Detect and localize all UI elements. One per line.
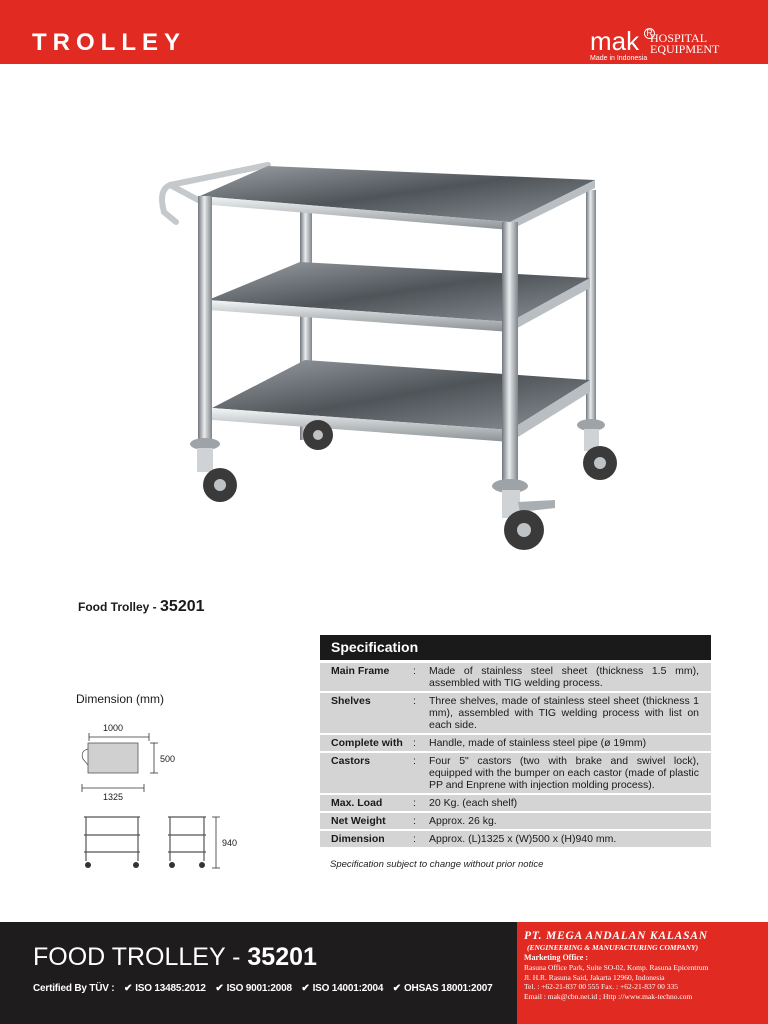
spec-value: Made of stainless steel sheet (thickness 1.5 mm), assembled with TIG welding process.: [429, 665, 699, 689]
spec-label: Net Weight: [331, 815, 386, 827]
spec-colon: :: [413, 665, 416, 677]
spec-row-dimension: [320, 831, 711, 847]
spec-label: Complete with: [331, 737, 403, 749]
brand-line-2: EQUIPMENT: [650, 42, 720, 56]
certification-line: [33, 983, 500, 994]
made-in-label: Made in Indonesia: [590, 55, 648, 62]
spec-row-net-weight: [320, 813, 711, 829]
spec-value: 20 Kg. (each shelf): [429, 797, 518, 809]
cert-item: ISO 9001:2008: [226, 983, 292, 994]
brand-line-1: HOSPITAL: [650, 31, 708, 45]
dim-top-width: 1000: [103, 723, 124, 733]
specification-note: Specification subject to change without prior notice: [330, 859, 544, 870]
cert-item: ISO 13485:2012: [135, 983, 206, 994]
spec-value: Approx. 26 kg.: [429, 815, 497, 827]
footer-title-number: 35201: [247, 943, 317, 971]
spec-value: Four 5" castors (two with brake and swivel lock), equipped with the bumper on each castor (made of plastic PP and Enprene with injection molding process).: [429, 755, 699, 791]
company-address-1: Rasuna Office Park, Suite SO-02, Komp. Rasuna Epicentrum: [524, 963, 709, 972]
product-caption: [78, 598, 205, 616]
dim-length: 1325: [103, 792, 124, 802]
spec-colon: :: [413, 815, 416, 827]
dimension-drawing: [76, 715, 256, 875]
spec-colon: :: [413, 755, 416, 767]
spec-value: Handle, made of stainless steel pipe (ø 19mm): [429, 737, 647, 749]
footer-dark-panel: [0, 922, 517, 1024]
spec-label: Main Frame: [331, 665, 390, 677]
dim-height: 940: [222, 838, 238, 848]
cert-prefix: Certified By TÜV :: [33, 983, 115, 994]
spec-colon: :: [413, 737, 416, 749]
spec-row-max-load: [320, 795, 711, 811]
spec-row-castors: [320, 753, 711, 793]
dimension-title: Dimension (mm): [76, 692, 165, 706]
specification-table: [320, 635, 711, 847]
footer-product-title: [33, 943, 317, 971]
company-subtitle: (ENGINEERING & MANUFACTURING COMPANY): [527, 943, 699, 952]
footer-title-prefix: FOOD TROLLEY -: [33, 943, 248, 971]
spec-row-shelves: [320, 693, 711, 733]
specification-title: Specification: [320, 635, 711, 660]
check-icon: ✔: [301, 983, 310, 994]
spec-colon: :: [413, 797, 416, 809]
check-icon: ✔: [392, 983, 401, 994]
brand-name: mak: [590, 26, 640, 56]
check-icon: ✔: [215, 983, 224, 994]
cert-item: OHSAS 18001:2007: [403, 983, 493, 994]
company-info: [524, 930, 708, 1001]
caption-model-number: 35201: [160, 598, 205, 615]
spec-colon: :: [413, 695, 416, 707]
spec-label: Castors: [331, 755, 371, 767]
spec-row-complete-with: [320, 735, 711, 751]
spec-value: Approx. (L)1325 x (W)500 x (H)940 mm.: [429, 833, 617, 845]
spec-row-main-frame: [320, 663, 711, 691]
marketing-office-label: Marketing Office :: [524, 953, 588, 962]
registered-mark: R: [644, 28, 655, 39]
company-name: PT. MEGA ANDALAN KALASAN: [524, 930, 708, 942]
spec-colon: :: [413, 833, 416, 845]
spec-label: Dimension: [331, 833, 385, 845]
company-email[interactable]: Email : mak@cbn.net.id ; Http ://www.mak-techno.com: [524, 991, 693, 1001]
company-phone: Tel. : +62-21-837 00 555 Fax. : +62-21-837 00 335: [524, 982, 678, 991]
spec-label: Max. Load: [331, 797, 383, 809]
company-address-2: Jl. H.R. Rasuna Said, Jakarta 12960, Indonesia: [524, 972, 665, 982]
cert-item: ISO 14001:2004: [312, 983, 384, 994]
caption-prefix: Food Trolley -: [78, 600, 161, 614]
dim-top-depth: 500: [160, 754, 176, 764]
check-icon: ✔: [124, 983, 133, 994]
page-title: TROLLEY: [32, 29, 186, 56]
spec-label: Shelves: [331, 695, 371, 707]
trolley-photo: [150, 150, 630, 560]
spec-value: Three shelves, made of stainless steel sheet (thickness 1 mm), assembled with TIG welding process with list on each side.: [429, 695, 699, 731]
